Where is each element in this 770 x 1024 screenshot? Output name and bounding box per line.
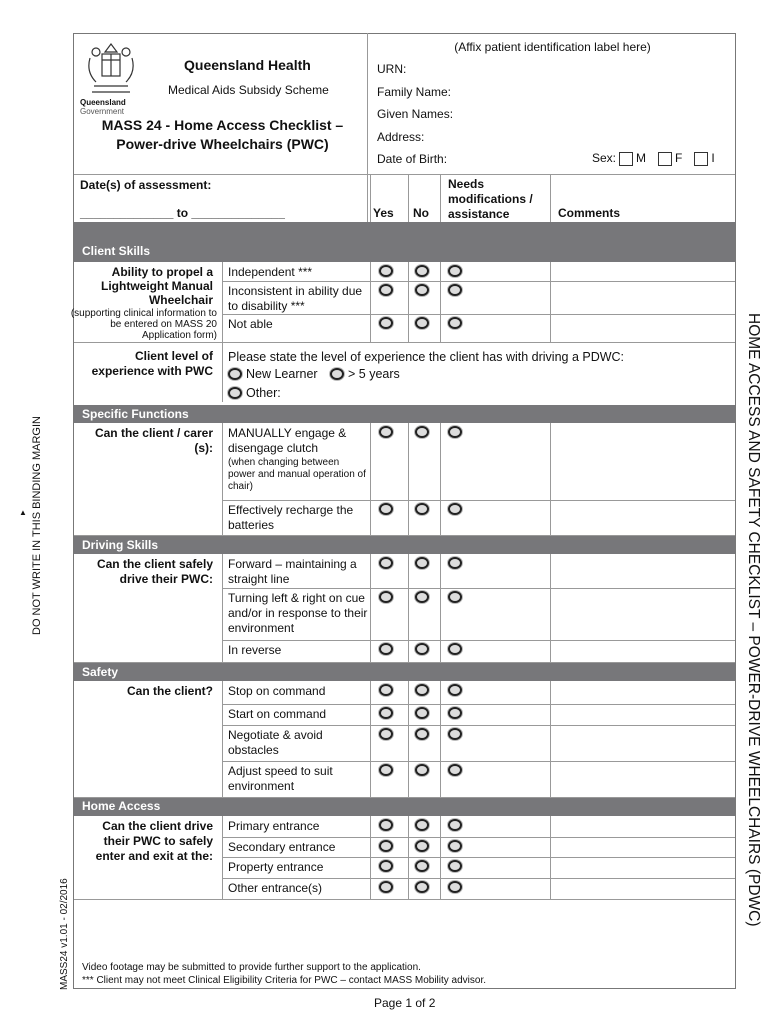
row-divider [222, 797, 735, 798]
side-title: HOME ACCESS AND SAFETY CHECKLIST – POWER-DRIVE WHEELCHAIRS (PDWC) [745, 313, 762, 927]
radio-needs[interactable] [448, 503, 462, 515]
checklist-item-label: Other entrance(s) [228, 881, 323, 895]
row-divider [222, 535, 735, 536]
column-divider [550, 640, 551, 662]
dates-label: Date(s) of assessment: [80, 178, 212, 192]
column-divider [370, 837, 371, 857]
column-divider [550, 554, 551, 588]
experience-option-label: Other: [246, 386, 281, 400]
radio-yes[interactable] [379, 728, 393, 740]
column-divider [408, 588, 409, 640]
radio-no[interactable] [415, 764, 429, 776]
divider [222, 342, 223, 402]
column-divider [440, 588, 441, 640]
affix-label: (Affix patient identification label here) [454, 40, 651, 54]
section-client-skills: Client Skills [74, 222, 735, 262]
column-divider [440, 554, 441, 588]
experience-label: Client level of experience with PWC [91, 349, 213, 378]
coat-of-arms-logo [82, 40, 140, 98]
divider [222, 262, 223, 342]
radio-needs[interactable] [448, 426, 462, 438]
radio-yes[interactable] [379, 265, 393, 277]
radio-no[interactable] [415, 317, 429, 329]
sex-m-checkbox[interactable] [619, 152, 633, 166]
sex-f-label: F [675, 151, 683, 165]
checklist-item-label: Adjust speed to suit environment [228, 764, 333, 793]
version-label: MASS24 v1.01 - 02/2016 [59, 878, 70, 990]
family-name-label: Family Name: [377, 85, 452, 99]
row-divider [222, 857, 735, 858]
column-divider [408, 314, 409, 342]
column-divider [440, 423, 441, 500]
col-yes: Yes [373, 206, 394, 220]
checklist-item-label: Secondary entrance [228, 840, 336, 854]
column-divider [550, 761, 551, 797]
column-divider [408, 423, 409, 500]
column-divider [370, 262, 371, 281]
address-label: Address: [377, 130, 425, 144]
radio-needs[interactable] [448, 881, 462, 893]
sex-m-label: M [636, 151, 647, 165]
column-divider [370, 500, 371, 535]
column-divider [370, 857, 371, 878]
section-driving-skills: Driving Skills [74, 536, 735, 554]
col-needs: Needs modifications / assistance [448, 177, 533, 221]
radio-no[interactable] [415, 265, 429, 277]
radio-needs[interactable] [448, 684, 462, 696]
radio-yes[interactable] [379, 881, 393, 893]
radio-needs[interactable] [448, 265, 462, 277]
column-divider [408, 281, 409, 314]
column-divider [550, 878, 551, 899]
experience-option-radio[interactable] [228, 368, 242, 380]
experience-option-radio[interactable] [330, 368, 344, 380]
footer-note-video: Video footage may be submitted to provide further support to the application. [82, 962, 421, 973]
radio-yes[interactable] [379, 860, 393, 872]
section-safety: Safety [74, 663, 735, 681]
radio-no[interactable] [415, 707, 429, 719]
divider [222, 681, 223, 797]
column-divider [550, 704, 551, 725]
radio-yes[interactable] [379, 591, 393, 603]
column-divider [408, 640, 409, 662]
binding-margin-label: DO NOT WRITE IN THIS BINDING MARGIN [31, 416, 43, 635]
checklist-item-label: Primary entrance [228, 819, 320, 833]
org-name: Queensland Health [184, 57, 311, 73]
row-divider [222, 899, 735, 900]
experience-prompt: Please state the level of experience the client has with driving a PDWC: [228, 350, 625, 364]
column-divider [370, 725, 371, 761]
column-divider [440, 500, 441, 535]
column-divider [408, 500, 409, 535]
column-divider [440, 681, 441, 704]
section-specific-functions: Specific Functions [74, 405, 735, 423]
column-divider [408, 725, 409, 761]
column-divider [440, 175, 441, 222]
group-carer-label: Can the client / carer (s): [94, 426, 213, 455]
row-divider [222, 500, 735, 501]
column-divider [370, 878, 371, 899]
radio-yes[interactable] [379, 684, 393, 696]
logo-text: Queensland [80, 98, 126, 107]
column-divider [550, 725, 551, 761]
column-divider [440, 262, 441, 281]
column-divider [408, 837, 409, 857]
column-divider [550, 681, 551, 704]
row-divider [222, 662, 735, 663]
row-divider [222, 314, 735, 315]
column-divider [370, 761, 371, 797]
radio-yes[interactable] [379, 707, 393, 719]
row-divider [222, 837, 735, 838]
column-divider [440, 761, 441, 797]
radio-yes[interactable] [379, 317, 393, 329]
column-divider [370, 704, 371, 725]
column-divider [440, 816, 441, 837]
column-divider [370, 640, 371, 662]
arrow-up-icon: ▲ [19, 508, 27, 517]
checklist-item-label: Effectively recharge the batteries [228, 503, 354, 532]
row-divider [222, 761, 735, 762]
checklist-item-label: Start on command [228, 707, 327, 721]
divider [222, 423, 223, 535]
radio-needs[interactable] [448, 728, 462, 740]
column-divider [440, 281, 441, 314]
sex-field [592, 151, 715, 166]
scheme-name: Medical Aids Subsidy Scheme [168, 83, 329, 97]
experience-option-label: > 5 years [348, 367, 400, 381]
column-divider [440, 314, 441, 342]
radio-no[interactable] [415, 643, 429, 655]
dob-label: Date of Birth: [377, 152, 448, 166]
column-divider [550, 314, 551, 342]
col-comments: Comments [558, 206, 621, 220]
radio-no[interactable] [415, 503, 429, 515]
row-divider [222, 342, 735, 343]
radio-yes[interactable] [379, 819, 393, 831]
column-divider [440, 640, 441, 662]
radio-no[interactable] [415, 881, 429, 893]
checklist-item-label: Negotiate & avoid obstacles [228, 728, 323, 757]
radio-needs[interactable] [448, 860, 462, 872]
row-divider [222, 725, 735, 726]
checklist-item-label: Forward – maintaining a straight line [228, 557, 357, 586]
radio-needs[interactable] [448, 557, 462, 569]
radio-no[interactable] [415, 860, 429, 872]
column-divider [550, 175, 551, 222]
checklist-item-label: Inconsistent in ability due to disability *** [228, 284, 363, 313]
column-divider [440, 857, 441, 878]
sex-i-checkbox[interactable] [694, 152, 708, 166]
radio-no[interactable] [415, 840, 429, 852]
column-divider [408, 761, 409, 797]
radio-no[interactable] [415, 728, 429, 740]
divider [222, 554, 223, 662]
column-divider [550, 500, 551, 535]
radio-needs[interactable] [448, 840, 462, 852]
row-divider [222, 588, 735, 589]
radio-needs[interactable] [448, 643, 462, 655]
experience-option-radio[interactable] [228, 387, 242, 399]
column-divider [550, 423, 551, 500]
radio-no[interactable] [415, 557, 429, 569]
radio-needs[interactable] [448, 284, 462, 296]
column-divider [408, 704, 409, 725]
column-divider [440, 837, 441, 857]
column-divider [550, 262, 551, 281]
radio-no[interactable] [415, 591, 429, 603]
column-divider [408, 262, 409, 281]
col-no: No [413, 206, 429, 220]
radio-yes[interactable] [379, 503, 393, 515]
checklist-item-label: Not able [228, 317, 273, 331]
radio-no[interactable] [415, 284, 429, 296]
radio-needs[interactable] [448, 317, 462, 329]
group-safety-label: Can the client? [126, 684, 213, 698]
column-divider [408, 816, 409, 837]
column-divider [550, 837, 551, 857]
radio-no[interactable] [415, 684, 429, 696]
checklist-item-label: Independent *** [228, 265, 313, 279]
radio-yes[interactable] [379, 557, 393, 569]
urn-label: URN: [377, 62, 407, 76]
column-divider [440, 878, 441, 899]
given-names-label: Given Names: [377, 107, 454, 121]
column-divider [408, 681, 409, 704]
row-divider [222, 704, 735, 705]
column-divider [408, 857, 409, 878]
column-divider [550, 816, 551, 837]
logo-text-sub: Government [80, 107, 125, 116]
column-divider [370, 588, 371, 640]
row-divider [222, 878, 735, 879]
footer-note-eligibility: *** Client may not meet Clinical Eligibility Criteria for PWC – contact MASS Mobility advisor. [82, 975, 487, 986]
section-home-access: Home Access [74, 797, 735, 816]
checklist-item-label: In reverse [228, 643, 282, 657]
experience-option-label: New Learner [246, 367, 318, 381]
column-divider [440, 725, 441, 761]
radio-no[interactable] [415, 819, 429, 831]
sex-label: Sex: [592, 151, 617, 165]
column-divider [370, 175, 371, 222]
form-title: MASS 24 - Home Access Checklist – Power-drive Wheelchairs (PWC) [101, 117, 344, 152]
row-divider [222, 281, 735, 282]
radio-yes[interactable] [379, 764, 393, 776]
propel-note: (supporting clinical information to be entered on MASS 20 Application form) [70, 308, 217, 341]
radio-needs[interactable] [448, 764, 462, 776]
sex-i-label: I [711, 151, 715, 165]
radio-yes[interactable] [379, 840, 393, 852]
column-divider [440, 704, 441, 725]
group-propel-label: Ability to propel a Lightweight Manual Wheelchair [101, 265, 213, 307]
column-divider [370, 281, 371, 314]
radio-yes[interactable] [379, 643, 393, 655]
column-divider [370, 554, 371, 588]
column-divider [370, 314, 371, 342]
checklist-item-note: (when changing between power and manual operation of chair) [228, 457, 366, 492]
column-divider [370, 423, 371, 500]
radio-needs[interactable] [448, 819, 462, 831]
sex-f-checkbox[interactable] [658, 152, 672, 166]
row-divider [222, 640, 735, 641]
checklist-item-label: Property entrance [228, 860, 324, 874]
column-divider [408, 175, 409, 222]
checklist-item-label: MANUALLY engage & disengage clutch [228, 426, 347, 455]
radio-needs[interactable] [448, 591, 462, 603]
group-drive-label: Can the client safely drive their PWC: [96, 557, 213, 586]
radio-yes[interactable] [379, 426, 393, 438]
checklist-item-label: Stop on command [228, 684, 326, 698]
radio-yes[interactable] [379, 284, 393, 296]
checklist-item-label: Turning left & right on cue and/or in response to their environment [228, 591, 368, 635]
page-number: Page 1 of 2 [374, 996, 436, 1010]
radio-no[interactable] [415, 426, 429, 438]
column-divider [550, 857, 551, 878]
group-home-label: Can the client drive their PWC to safely enter and exit at the: [95, 819, 213, 863]
column-divider [550, 588, 551, 640]
dates-range-field[interactable]: ______________ to ______________ [80, 206, 285, 220]
column-divider [550, 281, 551, 314]
column-divider [370, 681, 371, 704]
column-divider [408, 554, 409, 588]
column-divider [408, 878, 409, 899]
radio-needs[interactable] [448, 707, 462, 719]
column-divider [370, 816, 371, 837]
